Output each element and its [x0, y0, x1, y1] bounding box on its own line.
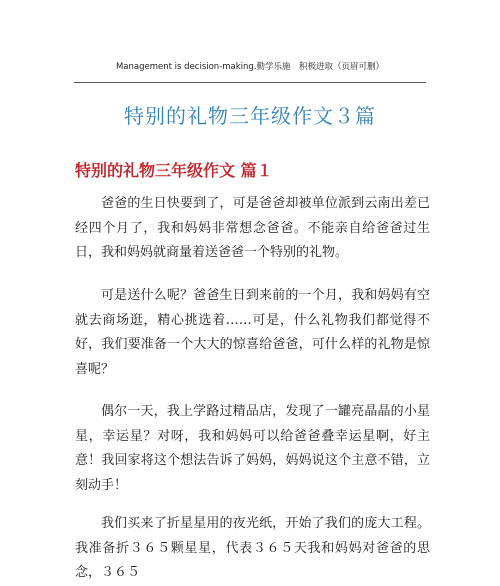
- paragraph-4: 我们买来了折星星用的夜光纸，开始了我们的庞大工程。我准备折３６５颗星星，代表３６５天我和妈妈对爸爸的思念，３６５: [75, 516, 430, 580]
- section-title: 特别的礼物三年级作文 篇１: [75, 161, 273, 180]
- page-header: Management is decision-making.勤学乐施 积极进取（页眉可删）: [115, 62, 385, 72]
- document-title: 特别的礼物三年级作文３篇: [124, 104, 376, 128]
- paragraph-3: 偶尔一天，我上学路过精品店，发现了一罐亮晶晶的小星星，幸运星？对呀，我和妈妈可以给爸爸叠幸运星啊，好主意！我回家将这个想法告诉了妈妈，妈妈说这个主意不错，立刻动手！: [75, 404, 430, 493]
- paragraph-1: 爸爸的生日快要到了，可是爸爸却被单位派到云南出差已经四个月了，我和妈妈非常想念爸爸。不能亲自给爸爸过生日，我和妈妈就商量着送爸爸一个特别的礼物。: [75, 196, 430, 260]
- paragraph-2: 可是送什么呢？爸爸生日到来前的一个月，我和妈妈有空就去商场逛，精心挑选着……可是，什么礼物我们都觉得不好，我们要准备一个大大的惊喜给爸爸，可什么样的礼物是惊喜呢？: [75, 288, 430, 377]
- header-divider: [74, 82, 426, 83]
